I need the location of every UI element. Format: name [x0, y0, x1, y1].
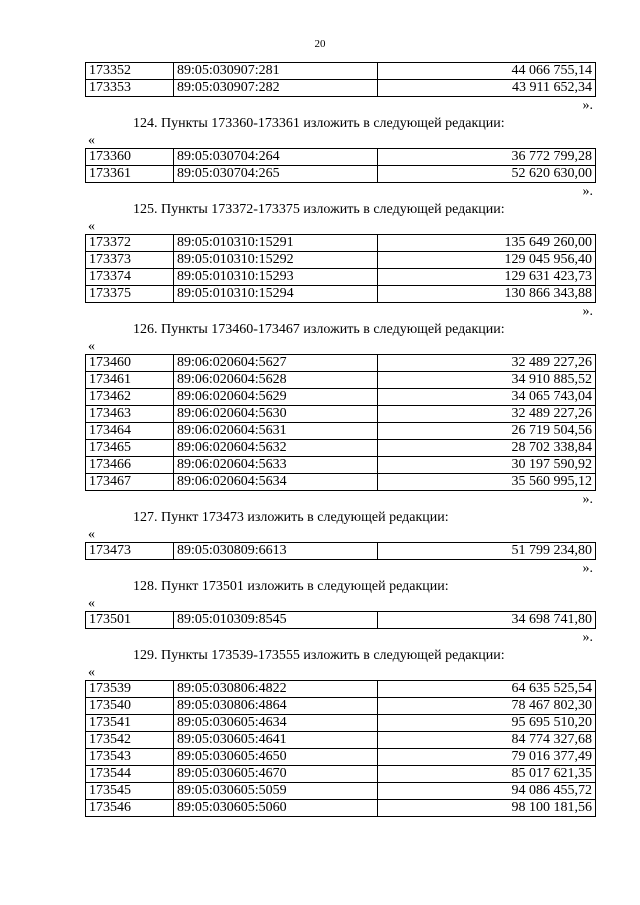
value-cell: 34 910 885,52 [378, 372, 596, 389]
amendment-instruction: 127. Пункт 173473 изложить в следующей редакции: [133, 510, 449, 525]
cadastral-table [85, 148, 596, 183]
item-number-cell: 173374 [86, 269, 174, 286]
item-number-cell: 173501 [86, 612, 174, 629]
cadastral-number-cell: 89:06:020604:5631 [174, 423, 378, 440]
cadastral-number-cell: 89:05:010310:15293 [174, 269, 378, 286]
cadastral-table [85, 354, 596, 491]
table-row [86, 715, 596, 732]
table-row [86, 166, 596, 183]
cadastral-number-cell: 89:05:030605:5059 [174, 783, 378, 800]
cadastral-number-cell: 89:05:030605:4634 [174, 715, 378, 732]
opening-quote: « [88, 665, 95, 680]
table-row [86, 440, 596, 457]
item-number-cell: 173541 [86, 715, 174, 732]
table-row [86, 423, 596, 440]
amendment-section [85, 647, 595, 817]
item-number-cell: 173375 [86, 286, 174, 303]
cadastral-number-cell: 89:05:030605:4641 [174, 732, 378, 749]
table-row [86, 543, 596, 560]
value-cell: 36 772 799,28 [378, 149, 596, 166]
value-cell: 44 066 755,14 [378, 63, 596, 80]
amendment-section [85, 509, 595, 577]
opening-quote: « [88, 339, 95, 354]
amendment-section [85, 115, 595, 200]
item-number-cell: 173460 [86, 355, 174, 372]
item-number-cell: 173546 [86, 800, 174, 817]
value-cell: 135 649 260,00 [378, 235, 596, 252]
value-cell: 30 197 590,92 [378, 457, 596, 474]
item-number-cell: 173464 [86, 423, 174, 440]
item-number-cell: 173543 [86, 749, 174, 766]
table-row [86, 252, 596, 269]
table-row [86, 800, 596, 817]
cadastral-number-cell: 89:06:020604:5633 [174, 457, 378, 474]
opening-quote: « [88, 219, 95, 234]
table-row [86, 612, 596, 629]
opening-quote: « [88, 596, 95, 611]
value-cell: 129 631 423,73 [378, 269, 596, 286]
closing-quote: ». [582, 630, 593, 645]
cadastral-number-cell: 89:06:020604:5628 [174, 372, 378, 389]
item-number-cell: 173545 [86, 783, 174, 800]
cadastral-table [85, 611, 596, 629]
document-body [85, 62, 595, 817]
page-number: 20 [314, 38, 326, 50]
table-row [86, 286, 596, 303]
table-row [86, 732, 596, 749]
item-number-cell: 173372 [86, 235, 174, 252]
value-cell: 129 045 956,40 [378, 252, 596, 269]
value-cell: 78 467 802,30 [378, 698, 596, 715]
cadastral-number-cell: 89:05:030809:6613 [174, 543, 378, 560]
item-number-cell: 173539 [86, 681, 174, 698]
item-number-cell: 173361 [86, 166, 174, 183]
value-cell: 130 866 343,88 [378, 286, 596, 303]
cadastral-number-cell: 89:06:020604:5630 [174, 406, 378, 423]
cadastral-number-cell: 89:06:020604:5627 [174, 355, 378, 372]
amendment-instruction: 126. Пункты 173460-173467 изложить в следующей редакции: [133, 322, 505, 337]
item-number-cell: 173467 [86, 474, 174, 491]
amendment-instruction: 129. Пункты 173539-173555 изложить в следующей редакции: [133, 648, 505, 663]
value-cell: 95 695 510,20 [378, 715, 596, 732]
cadastral-table [85, 62, 596, 97]
value-cell: 32 489 227,26 [378, 355, 596, 372]
value-cell: 51 799 234,80 [378, 543, 596, 560]
value-cell: 52 620 630,00 [378, 166, 596, 183]
item-number-cell: 173540 [86, 698, 174, 715]
opening-quote: « [88, 133, 95, 148]
table-row [86, 269, 596, 286]
cadastral-number-cell: 89:06:020604:5634 [174, 474, 378, 491]
value-cell: 28 702 338,84 [378, 440, 596, 457]
value-cell: 98 100 181,56 [378, 800, 596, 817]
cadastral-number-cell: 89:05:030806:4822 [174, 681, 378, 698]
table-row [86, 474, 596, 491]
cadastral-number-cell: 89:05:030605:5060 [174, 800, 378, 817]
item-number-cell: 173373 [86, 252, 174, 269]
item-number-cell: 173352 [86, 63, 174, 80]
amendment-section [85, 201, 595, 320]
closing-quote: ». [582, 304, 593, 319]
table-row [86, 63, 596, 80]
item-number-cell: 173544 [86, 766, 174, 783]
table-row [86, 389, 596, 406]
table-row [86, 406, 596, 423]
closing-quote: ». [582, 184, 593, 199]
table-row [86, 457, 596, 474]
cadastral-number-cell: 89:05:030605:4670 [174, 766, 378, 783]
value-cell: 64 635 525,54 [378, 681, 596, 698]
value-cell: 43 911 652,34 [378, 80, 596, 97]
value-cell: 32 489 227,26 [378, 406, 596, 423]
closing-quote: ». [582, 98, 593, 113]
amendment-section [85, 62, 595, 114]
cadastral-table [85, 680, 596, 817]
amendment-section [85, 578, 595, 646]
table-row [86, 766, 596, 783]
table-row [86, 372, 596, 389]
value-cell: 85 017 621,35 [378, 766, 596, 783]
cadastral-table [85, 234, 596, 303]
item-number-cell: 173466 [86, 457, 174, 474]
value-cell: 34 698 741,80 [378, 612, 596, 629]
cadastral-number-cell: 89:05:030907:282 [174, 80, 378, 97]
table-row [86, 235, 596, 252]
cadastral-number-cell: 89:05:010310:15291 [174, 235, 378, 252]
value-cell: 94 086 455,72 [378, 783, 596, 800]
table-row [86, 149, 596, 166]
cadastral-number-cell: 89:05:010310:15292 [174, 252, 378, 269]
cadastral-number-cell: 89:05:030907:281 [174, 63, 378, 80]
item-number-cell: 173463 [86, 406, 174, 423]
item-number-cell: 173461 [86, 372, 174, 389]
closing-quote: ». [582, 561, 593, 576]
item-number-cell: 173465 [86, 440, 174, 457]
value-cell: 26 719 504,56 [378, 423, 596, 440]
value-cell: 34 065 743,04 [378, 389, 596, 406]
closing-quote: ». [582, 492, 593, 507]
cadastral-number-cell: 89:06:020604:5632 [174, 440, 378, 457]
opening-quote: « [88, 527, 95, 542]
cadastral-table [85, 542, 596, 560]
amendment-instruction: 128. Пункт 173501 изложить в следующей редакции: [133, 579, 449, 594]
value-cell: 84 774 327,68 [378, 732, 596, 749]
table-row [86, 80, 596, 97]
amendment-instruction: 125. Пункты 173372-173375 изложить в следующей редакции: [133, 202, 505, 217]
amendment-section [85, 321, 595, 508]
cadastral-number-cell: 89:06:020604:5629 [174, 389, 378, 406]
item-number-cell: 173360 [86, 149, 174, 166]
cadastral-number-cell: 89:05:030605:4650 [174, 749, 378, 766]
item-number-cell: 173542 [86, 732, 174, 749]
table-row [86, 698, 596, 715]
value-cell: 35 560 995,12 [378, 474, 596, 491]
amendment-instruction: 124. Пункты 173360-173361 изложить в следующей редакции: [133, 116, 505, 131]
cadastral-number-cell: 89:05:030806:4864 [174, 698, 378, 715]
cadastral-number-cell: 89:05:030704:265 [174, 166, 378, 183]
cadastral-number-cell: 89:05:010310:15294 [174, 286, 378, 303]
table-row [86, 749, 596, 766]
table-row [86, 355, 596, 372]
value-cell: 79 016 377,49 [378, 749, 596, 766]
item-number-cell: 173462 [86, 389, 174, 406]
table-row [86, 783, 596, 800]
table-row [86, 681, 596, 698]
cadastral-number-cell: 89:05:030704:264 [174, 149, 378, 166]
item-number-cell: 173353 [86, 80, 174, 97]
item-number-cell: 173473 [86, 543, 174, 560]
cadastral-number-cell: 89:05:010309:8545 [174, 612, 378, 629]
